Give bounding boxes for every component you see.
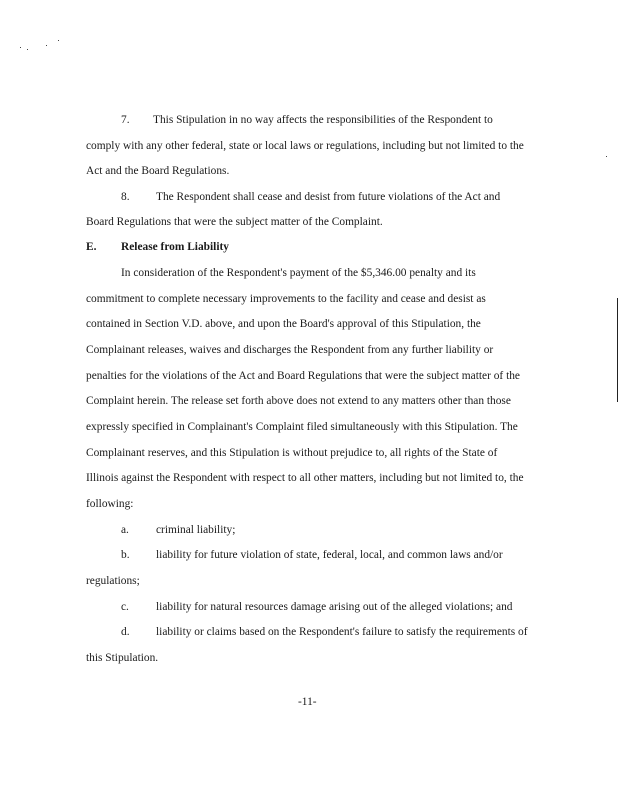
list-item-b-letter: b. [121, 549, 130, 561]
release-line-6: Complaint herein. The release set forth above does not extend to any matters other than those [86, 395, 511, 407]
paragraph-7-line-2: comply with any other federal, state or local laws or regulations, including but not limited to the [86, 140, 524, 152]
scan-speck [606, 156, 607, 157]
list-item-b-text: liability for future violation of state, federal, local, and common laws and/or [156, 549, 503, 561]
list-item-c-text: liability for natural resources damage arising out of the alleged violations; and [156, 601, 513, 613]
release-line-4: Complainant releases, waives and discharges the Respondent from any further liability or [86, 344, 494, 356]
paragraph-8-line-2: Board Regulations that were the subject matter of the Complaint. [86, 216, 383, 228]
paragraph-8-line-1: The Respondent shall cease and desist from future violations of the Act and [156, 191, 501, 203]
release-line-5: penalties for the violations of the Act and Board Regulations that were the subject matter of the [86, 370, 520, 382]
list-item-d-text: liability or claims based on the Respondent's failure to satisfy the requirements of [156, 626, 528, 638]
paragraph-7-number: 7. [121, 114, 130, 126]
scan-speck [46, 45, 47, 46]
list-item-d-letter: d. [121, 626, 130, 638]
list-item-d-continuation: this Stipulation. [86, 652, 159, 664]
scan-speck [27, 49, 28, 50]
scan-speck [58, 40, 59, 41]
list-item-b-continuation: regulations; [86, 575, 140, 587]
section-e-title: Release from Liability [121, 241, 229, 253]
paragraph-7-line-3: Act and the Board Regulations. [86, 165, 230, 177]
paragraph-8-number: 8. [121, 191, 130, 203]
list-item-c-letter: c. [121, 601, 129, 613]
release-line-9: Illinois against the Respondent with respect to all other matters, including but not limited to, the [86, 472, 524, 484]
release-line-1: In consideration of the Respondent's payment of the $5,346.00 penalty and its [121, 267, 476, 279]
list-item-a-text: criminal liability; [156, 524, 236, 536]
release-line-10: following: [86, 498, 134, 510]
scan-speck [20, 47, 21, 48]
release-line-7: expressly specified in Complainant's Complaint filed simultaneously with this Stipulation. The [86, 421, 518, 433]
release-line-2: commitment to complete necessary improvements to the facility and cease and desist as [86, 293, 486, 305]
paragraph-7-line-1: This Stipulation in no way affects the responsibilities of the Respondent to [153, 114, 493, 126]
page-number: -11- [298, 696, 317, 708]
scan-edge-line [617, 298, 618, 402]
release-line-8: Complainant reserves, and this Stipulation is without prejudice to, all rights of the State of [86, 447, 498, 459]
section-e-letter: E. [86, 241, 97, 253]
release-line-3: contained in Section V.D. above, and upon the Board's approval of this Stipulation, the [86, 318, 481, 330]
list-item-a-letter: a. [121, 524, 129, 536]
